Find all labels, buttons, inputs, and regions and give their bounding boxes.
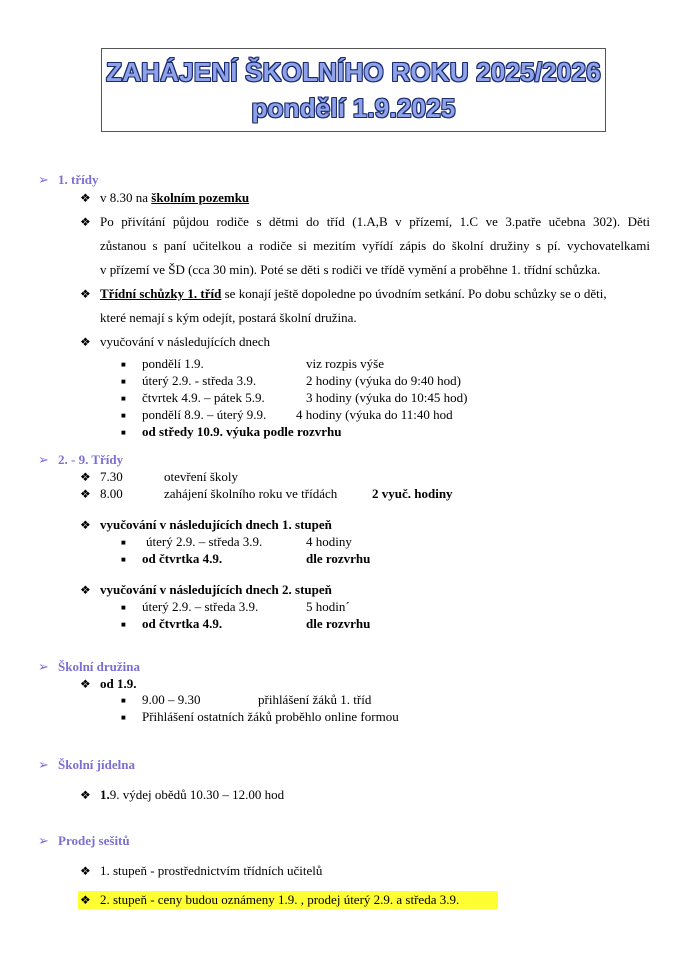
- schedule-day: od čtvrtka 4.9.: [142, 616, 223, 631]
- schedule-info: 4 hodiny (výuka do 11:40 hod: [296, 407, 453, 422]
- subheading-2-stupen: vyučování v následujících dnech 2. stupeň: [100, 582, 332, 597]
- time: 7.30: [100, 469, 123, 484]
- schedule-day: úterý 2.9. - středa 3.9.: [142, 373, 257, 388]
- schedule-day: úterý 2.9. – středa 3.9.: [142, 599, 259, 614]
- arrow-bullet-icon: ➢: [38, 659, 49, 674]
- event: otevření školy: [164, 469, 239, 484]
- section-heading-skolni-jidelna: ➢ Školní jídelna: [38, 757, 135, 772]
- schedule-info: 5 hodin´: [306, 599, 350, 614]
- section-heading-skolni-druzina: ➢ Školní družina: [38, 659, 141, 674]
- schedule-day: úterý 2.9. – středa 3.9.: [146, 534, 263, 549]
- event-extra: 2 vyuč. hodiny: [372, 486, 453, 501]
- square-bullet-icon: ■: [121, 713, 126, 722]
- diamond-bullet-icon: ❖: [80, 583, 91, 597]
- subheading-1-stupen: vyučování v následujících dnech 1. stupeň: [100, 517, 332, 532]
- page-title: ZAHÁJENÍ ŠKOLNÍHO ROKU 2025/2026: [106, 57, 601, 87]
- square-bullet-icon: ■: [121, 360, 126, 369]
- schedule-day: od čtvrtka 4.9.: [142, 551, 223, 566]
- schedule-day: pondělí 8.9. – úterý 9.9.: [142, 407, 267, 422]
- diamond-bullet-icon: ❖: [80, 677, 91, 691]
- diamond-bullet-icon: ❖: [80, 788, 91, 802]
- section-heading-1-tridy: ➢ 1. třídy: [38, 172, 99, 187]
- paragraph-line: Po přivítání půjdou rodiče s dětmi do tříd (1.A,B v přízemí, 1.C ve 3.patře učebna 302). Děti: [100, 214, 650, 229]
- schedule-day: čtvrtek 4.9. – pátek 5.9.: [142, 390, 265, 405]
- schedule-info: viz rozpis výše: [306, 356, 384, 371]
- event: přihlášení žáků 1. tříd: [258, 692, 372, 707]
- paragraph-line: v přízemí ve ŠD (cca 30 min). Poté se děti s rodiči ve třídě vymění a proběhne 1. třídní schůzka.: [100, 262, 601, 277]
- section-heading-2-9-tridy: ➢ 2. - 9. Třídy: [38, 452, 124, 467]
- square-bullet-icon: ■: [121, 620, 126, 629]
- diamond-bullet-icon: ❖: [80, 335, 91, 349]
- paragraph-line: které nemají s kým odejít, postará školní družina.: [100, 310, 357, 325]
- diamond-bullet-icon: ❖: [80, 470, 91, 484]
- bullet-item: vyučování v následujících dnech: [100, 334, 271, 349]
- diamond-bullet-icon: ❖: [80, 518, 91, 532]
- page-subtitle-date: pondělí 1.9.2025: [251, 93, 456, 123]
- diamond-bullet-icon: ❖: [80, 864, 91, 878]
- schedule-day: od středy 10.9. výuka podle rozvrhu: [142, 424, 342, 439]
- bullet-item-highlighted: 2. stupeň - ceny budou oznámeny 1.9. , prodej úterý 2.9. a středa 3.9.: [100, 892, 460, 907]
- bullet-item: Třídní schůzky 1. tříd se konají ještě dopoledne po úvodním setkání. Po dobu schůzky se o děti,: [100, 286, 607, 301]
- arrow-bullet-icon: ➢: [38, 452, 49, 467]
- bullet-item: 1. stupeň - prostřednictvím třídních učitelů: [100, 863, 323, 878]
- paragraph-line: zůstanou s paní učitelkou a rodiče si mezitím vyřídí zápis do školní družiny s pí. vychovatelkami: [100, 238, 650, 253]
- arrow-bullet-icon: ➢: [38, 172, 49, 187]
- bullet-item: v 8.30 na školním pozemku: [100, 190, 250, 205]
- diamond-bullet-icon: ❖: [80, 215, 91, 229]
- diamond-bullet-icon: ❖: [80, 287, 91, 301]
- title-box: [101, 48, 606, 132]
- square-bullet-icon: ■: [121, 377, 126, 386]
- time: 8.00: [100, 486, 123, 501]
- schedule-info: 3 hodiny (výuka do 10:45 hod): [306, 390, 468, 405]
- diamond-bullet-icon: ❖: [80, 191, 91, 205]
- section-heading-prodej-sesitu: ➢ Prodej sešitů: [38, 833, 130, 848]
- square-bullet-icon: ■: [121, 394, 126, 403]
- square-bullet-icon: ■: [121, 555, 126, 564]
- schedule-info: 2 hodiny (výuka do 9:40 hod): [306, 373, 461, 388]
- bullet-item: od 1.9.: [100, 676, 137, 691]
- arrow-bullet-icon: ➢: [38, 757, 49, 772]
- schedule-info: 4 hodiny: [306, 534, 352, 549]
- diamond-bullet-icon: ❖: [80, 487, 91, 501]
- square-bullet-icon: ■: [121, 538, 126, 547]
- schedule-info: dle rozvrhu: [306, 551, 371, 566]
- diamond-bullet-icon: ❖: [80, 893, 91, 907]
- schedule-day: pondělí 1.9.: [142, 356, 204, 371]
- bullet-item: 1.9. výdej obědů 10.30 – 12.00 hod: [100, 787, 285, 802]
- square-bullet-icon: ■: [121, 603, 126, 612]
- time: 9.00 – 9.30: [142, 692, 201, 707]
- square-bullet-icon: ■: [121, 411, 126, 420]
- event: Přihlášení ostatních žáků proběhlo online formou: [142, 709, 399, 724]
- square-bullet-icon: ■: [121, 696, 126, 705]
- schedule-info: dle rozvrhu: [306, 616, 371, 631]
- arrow-bullet-icon: ➢: [38, 833, 49, 848]
- event: zahájení školního roku ve třídách: [164, 486, 338, 501]
- square-bullet-icon: ■: [121, 428, 126, 437]
